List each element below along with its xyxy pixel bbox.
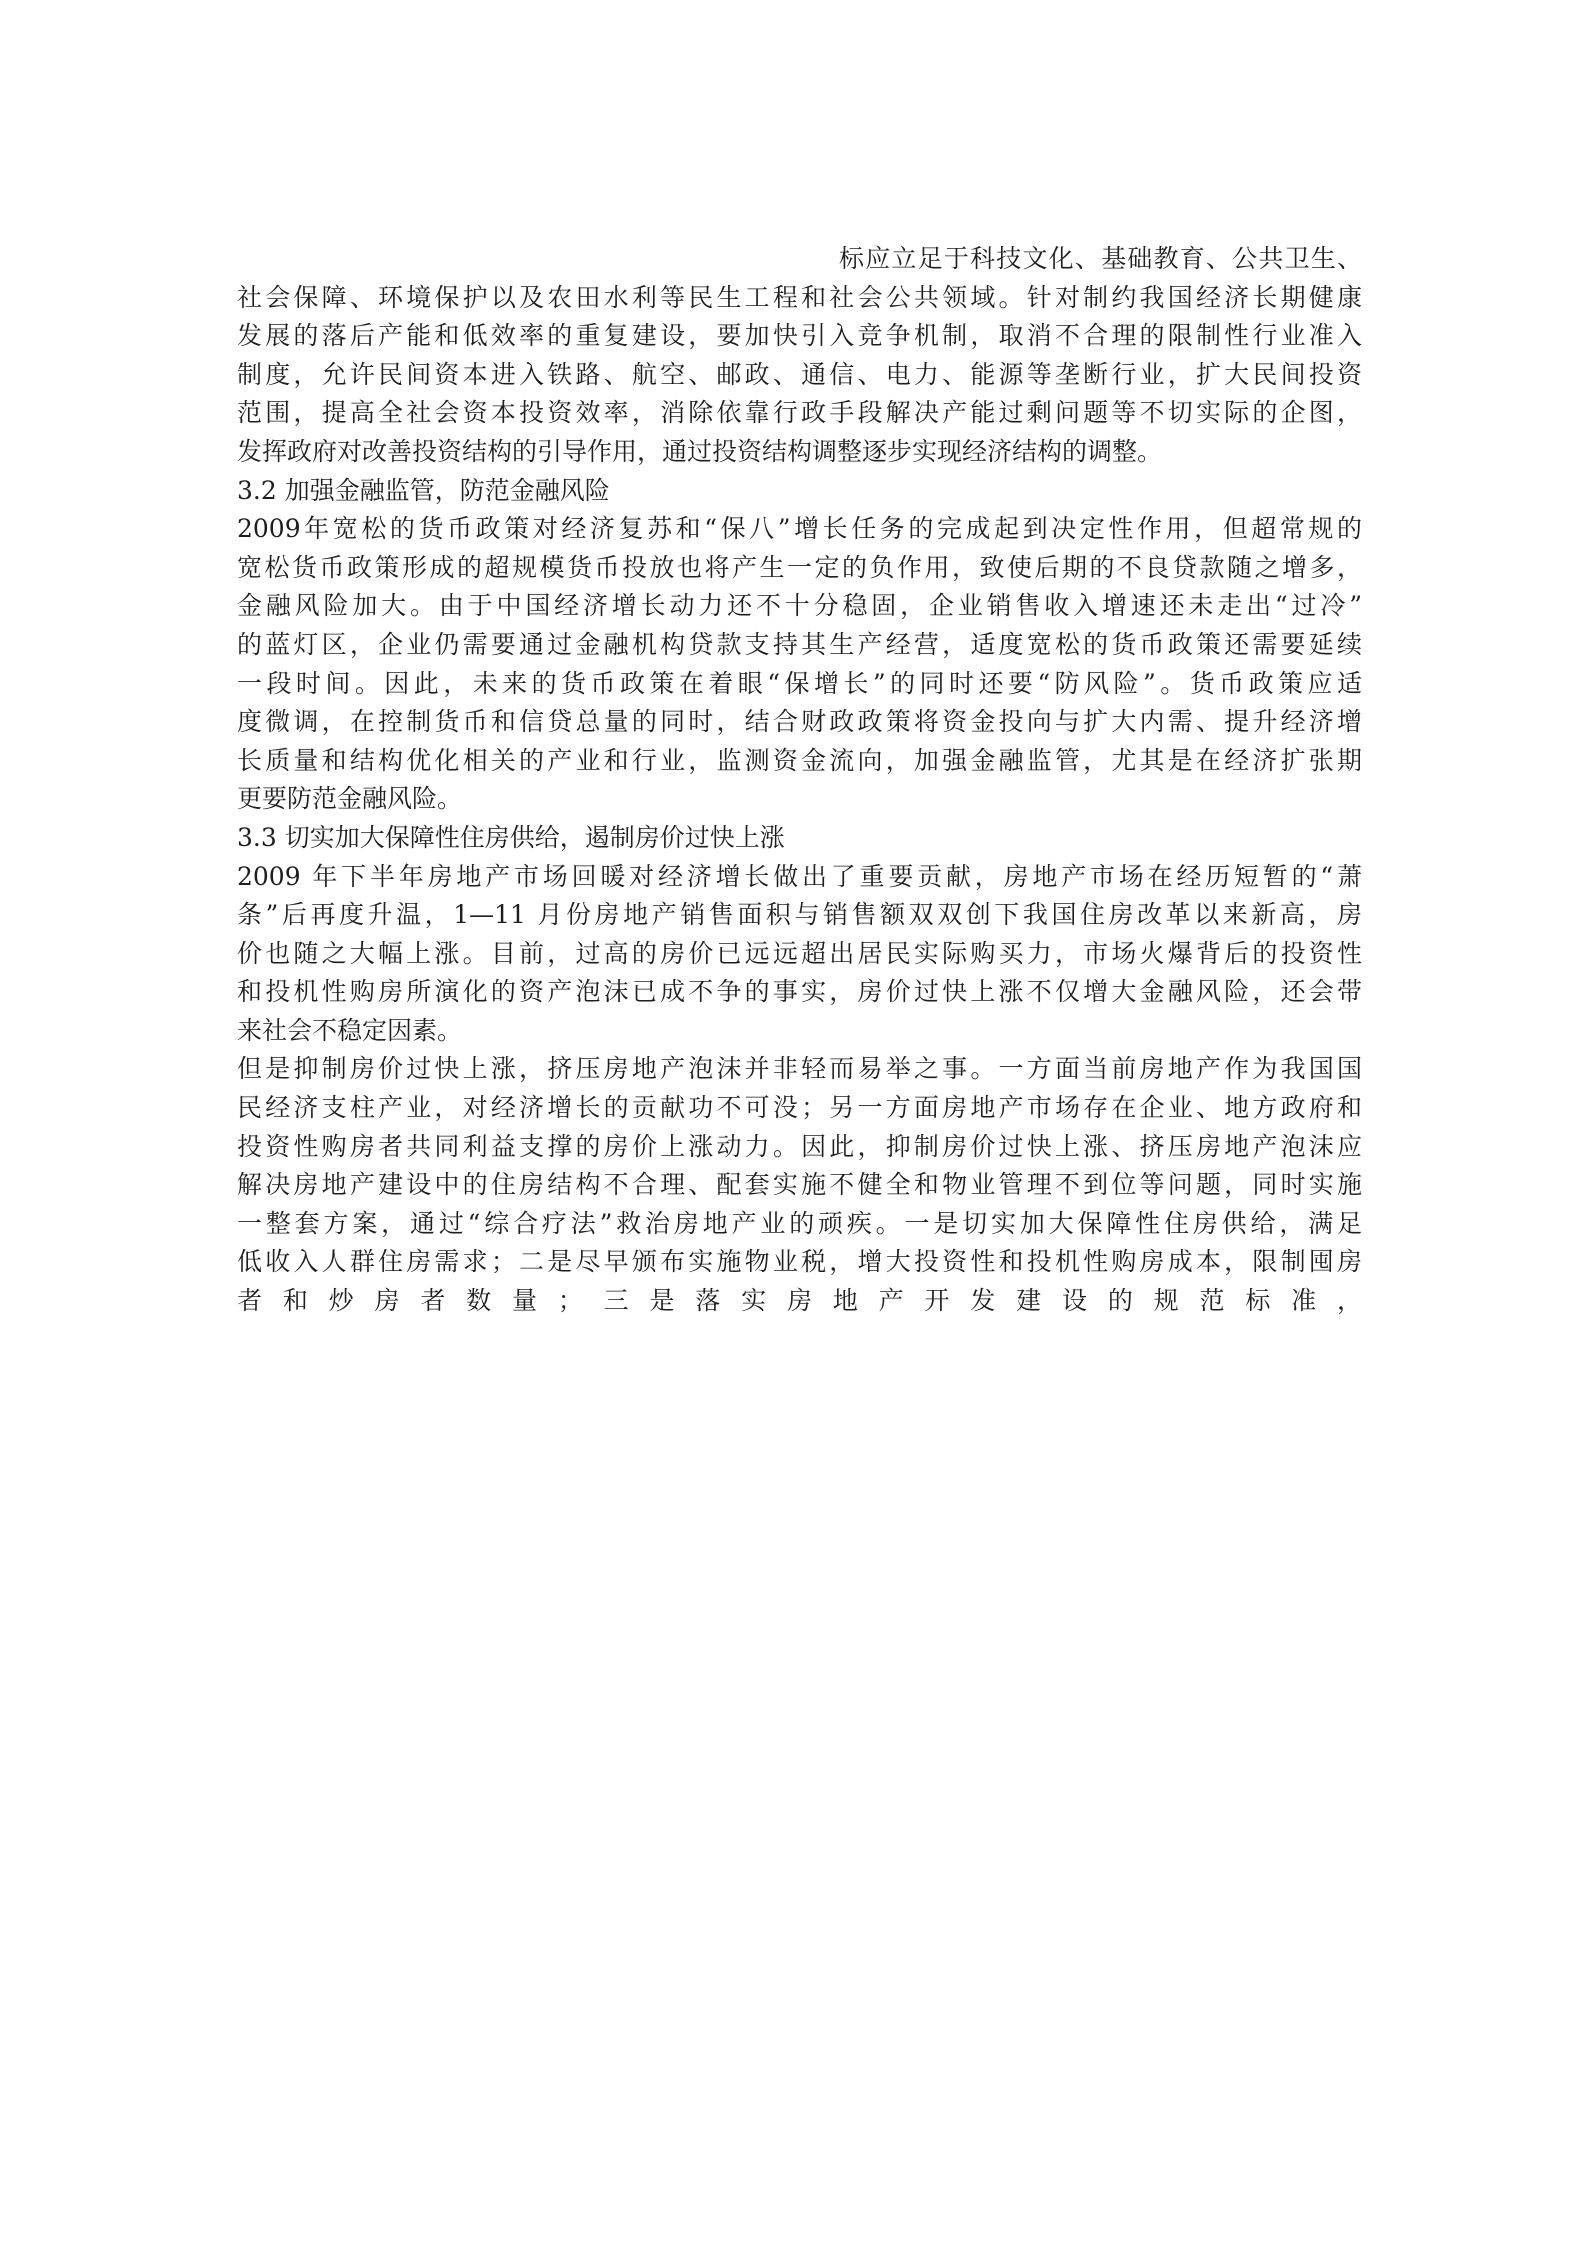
text-line: 价也随之大幅上涨。目前，过高的房价已远远超出居民实际购买力，市场火爆背后的投资性 [237, 938, 1362, 968]
text-line: 2009 年下半年房地产市场回暖对经济增长做出了重要贡献，房地产市场在经历短暂的“萧 [237, 861, 1362, 891]
text-line: 更要防范金融风险。 [237, 784, 463, 814]
text-line: 发展的落后产能和低效率的重复建设，要加快引入竞争机制，取消不合理的限制性行业准入 [237, 321, 1362, 351]
text-line: 一段时间。因此，未来的货币政策在着眼“保增长”的同时还要“防风险”。货币政策应适 [237, 668, 1362, 698]
text-line: 一整套方案，通过“综合疗法”救治房地产业的顽疾。一是切实加大保障性住房供给，满足 [237, 1208, 1362, 1238]
document-body [237, 240, 1362, 1321]
text-line: 投资性购房者共同利益支撑的房价上涨动力。因此，抑制房价过快上涨、挤压房地产泡沫应 [237, 1131, 1362, 1161]
section-heading-3-3: 3.3 切实加大保障性住房供给，遏制房价过快上涨 [237, 822, 785, 852]
text-line: 长质量和结构优化相关的产业和行业，监测资金流向，加强金融监管，尤其是在经济扩张期 [237, 745, 1362, 775]
text-line: 发挥政府对改善投资结构的引导作用，通过投资结构调整逐步实现经济结构的调整。 [237, 436, 1163, 466]
text-line: 宽松货币政策形成的超规模货币投放也将产生一定的负作用，致使后期的不良贷款随之增多， [237, 552, 1362, 582]
text-line: 民经济支柱产业，对经济增长的贡献功不可没；另一方面房地产市场存在企业、地方政府和 [237, 1093, 1362, 1123]
text-line: 度微调，在控制货币和信贷总量的同时，结合财政政策将资金投向与扩大内需、提升经济增 [237, 707, 1362, 737]
text-line: 条”后再度升温，1—11 月份房地产销售面积与销售额双双创下我国住房改革以来新高，房 [237, 900, 1362, 930]
text-line: 社会保障、环境保护以及农田水利等民生工程和社会公共领域。针对制约我国经济长期健康 [237, 282, 1362, 312]
text-line: 范围，提高全社会资本投资效率，消除依靠行政手段解决产能过剩问题等不切实际的企图， [237, 398, 1362, 428]
text-line: 制度，允许民间资本进入铁路、航空、邮政、通信、电力、能源等垄断行业，扩大民间投资 [237, 359, 1362, 389]
text-line: 解决房地产建设中的住房结构不合理、配套实施不健全和物业管理不到位等问题，同时实施 [237, 1170, 1362, 1200]
text-line: 者和炒房者数量；三是落实房地产开发建设的规范标准， [237, 1286, 1362, 1316]
text-line: 金融风险加大。由于中国经济增长动力还不十分稳固，企业销售收入增速还未走出“过冷” [237, 591, 1362, 621]
text-line: 标应立足于科技文化、基础教育、公共卫生、 [839, 244, 1362, 273]
section-heading-3-2: 3.2 加强金融监管，防范金融风险 [237, 475, 610, 505]
text-line: 低收入人群住房需求；二是尽早颁布实施物业税，增大投资性和投机性购房成本，限制囤房 [237, 1247, 1362, 1277]
text-line: 来社会不稳定因素。 [237, 1015, 463, 1045]
text-line: 和投机性购房所演化的资产泡沫已成不争的事实，房价过快上涨不仅增大金融风险，还会带 [237, 977, 1362, 1007]
text-line: 的蓝灯区，企业仍需要通过金融机构贷款支持其生产经营，适度宽松的货币政策还需要延续 [237, 629, 1362, 659]
text-line: 但是抑制房价过快上涨，挤压房地产泡沫并非轻而易举之事。一方面当前房地产作为我国国 [237, 1054, 1362, 1084]
text-line: 2009年宽松的货币政策对经济复苏和“保八”增长任务的完成起到决定性作用，但超常规的 [237, 514, 1362, 544]
